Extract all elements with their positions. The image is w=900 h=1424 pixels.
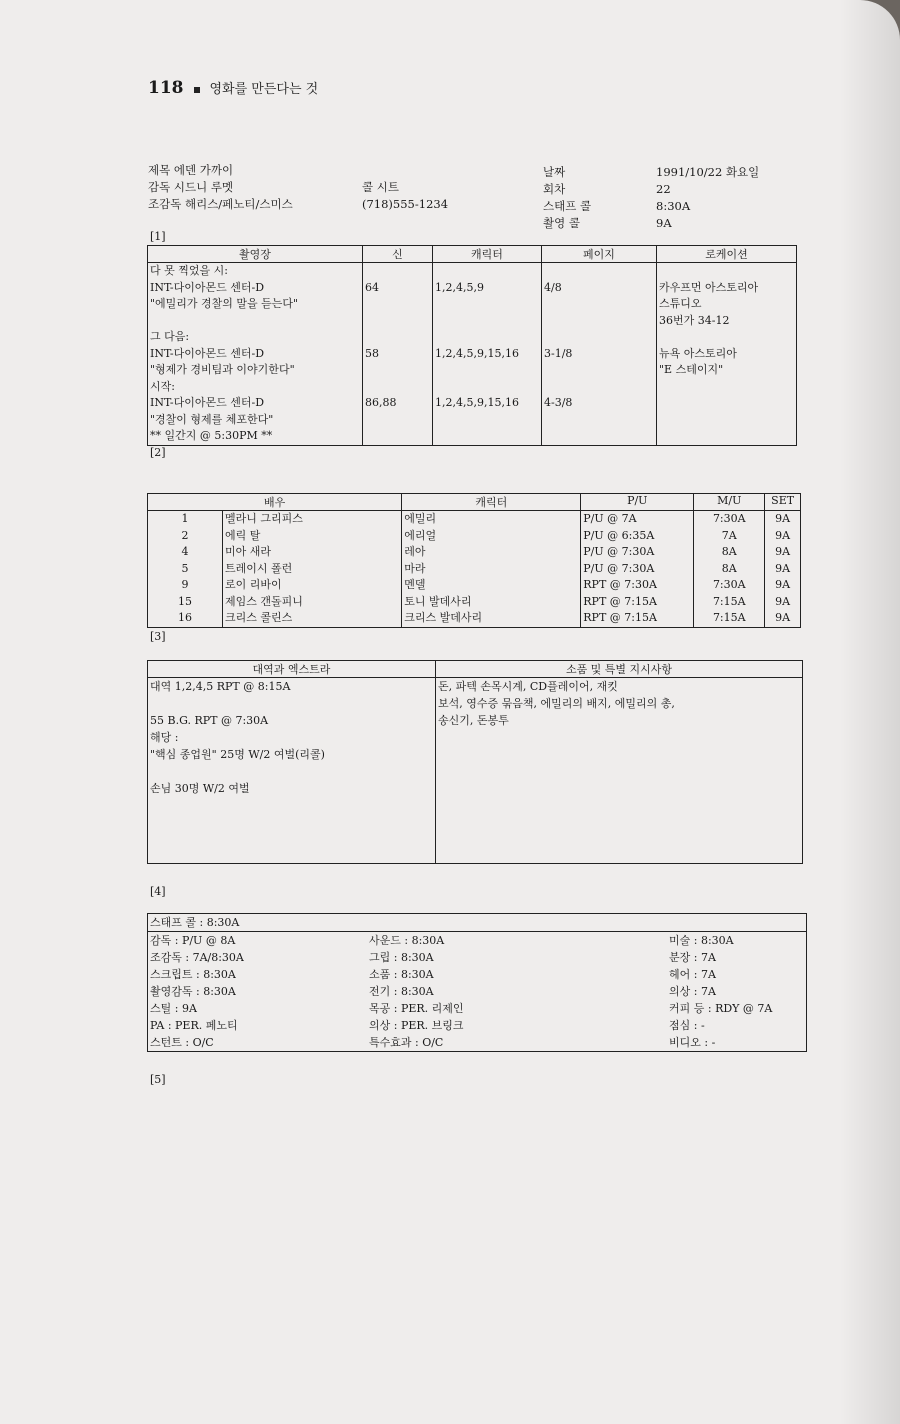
location-column — [657, 263, 797, 446]
cell-text: 특수효과 : O/C — [369, 1036, 444, 1049]
col-header: 촬영장 — [148, 246, 363, 263]
set-time: 9A — [765, 544, 801, 561]
col-header: 로케이션 — [657, 246, 797, 263]
day-value: 22 — [656, 182, 671, 196]
makeup-time: 8A — [694, 561, 765, 578]
date-value: 1991/10/22 화요일 — [656, 165, 760, 179]
staff-call-table — [147, 913, 807, 1052]
cell-text: 그 다음: — [150, 330, 190, 343]
meta-left — [148, 162, 293, 213]
set-time: 9A — [765, 511, 801, 528]
cell-text: 시작: — [150, 379, 175, 393]
section-label-4: [4] — [150, 885, 166, 898]
cell-text: 송신기, 돈봉투 — [438, 714, 509, 727]
cell-text: 카우프먼 아스토리아 — [659, 280, 759, 294]
character-name: 에리얼 — [402, 528, 581, 545]
extras-props-table — [147, 660, 803, 864]
cell-text: 64 — [365, 280, 379, 294]
call-sheet-label: 콜 시트 — [362, 180, 399, 194]
staff-column-1 — [148, 932, 368, 1052]
bullet-icon — [194, 87, 200, 93]
actor-name: 멜라니 그리피스 — [223, 511, 402, 528]
shoot-call-label: 촬영 콜 — [543, 216, 580, 230]
assistant-directors: 조감독 해리스/페노티/스미스 — [148, 197, 293, 211]
col-header: M/U — [694, 494, 765, 511]
meta-right-values — [656, 164, 759, 232]
staff-column-2 — [367, 932, 667, 1052]
cast-number: 5 — [148, 561, 223, 578]
cast-number: 15 — [148, 594, 223, 611]
character-name: 레아 — [402, 544, 581, 561]
col-header: 신 — [363, 246, 433, 263]
meta-right-labels — [543, 164, 591, 232]
pickup-time: RPT @ 7:15A — [581, 594, 694, 611]
cell-text: 의상 : 7A — [669, 985, 716, 998]
actor-name: 트레이시 폴런 — [223, 561, 402, 578]
cell-text: 보석, 영수증 묶음책, 에밀리의 배지, 에밀리의 총, — [438, 697, 675, 710]
page-curl-shadow — [840, 0, 900, 1424]
cast-number: 2 — [148, 528, 223, 545]
date-label: 날짜 — [543, 165, 566, 179]
col-header: 배우 — [148, 494, 402, 511]
cell-text: 점심 : - — [669, 1019, 705, 1032]
cell-text: 스틸 : 9A — [150, 1002, 197, 1015]
cast-row — [148, 577, 801, 594]
cell-text: 1,2,4,5,9 — [435, 280, 484, 294]
makeup-time: 7:15A — [694, 610, 765, 627]
director: 감독 시드니 루멧 — [148, 180, 234, 194]
cell-text: 헤어 : 7A — [669, 968, 716, 981]
makeup-time: 7:30A — [694, 511, 765, 528]
set-time: 9A — [765, 577, 801, 594]
pickup-time: P/U @ 7A — [581, 511, 694, 528]
cell-text: 의상 : PER. 브링크 — [369, 1019, 464, 1032]
pickup-time: RPT @ 7:15A — [581, 610, 694, 627]
cell-text: 58 — [365, 346, 379, 360]
cell-text: INT-다이아몬드 센터-D — [150, 280, 265, 294]
cell-text: INT-다이아몬드 센터-D — [150, 346, 265, 360]
cast-number: 4 — [148, 544, 223, 561]
shoot-call-value: 9A — [656, 216, 672, 230]
cell-text: 3-1/8 — [544, 346, 573, 360]
staff-call-value: 8:30A — [656, 199, 691, 213]
character-name: 토니 발데사리 — [402, 594, 581, 611]
cell-text: 55 B.G. RPT @ 7:30A — [150, 714, 269, 727]
cell-text: 소품 : 8:30A — [369, 968, 434, 981]
day-label: 회차 — [543, 182, 566, 196]
actor-name: 제임스 갠돌피니 — [223, 594, 402, 611]
cell-text: 전기 : 8:30A — [369, 985, 434, 998]
pickup-time: P/U @ 6:35A — [581, 528, 694, 545]
cell-text: 4/8 — [544, 280, 562, 294]
pickup-time: P/U @ 7:30A — [581, 561, 694, 578]
actor-name: 크리스 콜린스 — [223, 610, 402, 627]
actor-name: 미아 새라 — [223, 544, 402, 561]
extras-column — [148, 678, 436, 864]
pickup-time: RPT @ 7:30A — [581, 577, 694, 594]
phone-number: (718)555-1234 — [362, 197, 449, 211]
cell-text: 대역 1,2,4,5 RPT @ 8:15A — [150, 680, 291, 693]
makeup-time: 7A — [694, 528, 765, 545]
cell-text: 4-3/8 — [544, 396, 573, 409]
page-header — [148, 78, 318, 98]
col-header: SET — [765, 494, 801, 511]
page-number: 118 — [148, 78, 184, 98]
cell-text: 해당 : — [150, 731, 179, 744]
cast-row — [148, 528, 801, 545]
cell-text: 사운드 : 8:30A — [369, 934, 445, 947]
cell-text: 스튜디오 — [659, 297, 702, 310]
staff-call-title: 스태프 콜 : 8:30A — [148, 914, 807, 932]
pickup-time: P/U @ 7:30A — [581, 544, 694, 561]
cell-text: "경찰이 형제를 체포한다" — [150, 412, 274, 426]
cell-text: "핵심 종업원" 25명 W/2 여벌(리콜) — [150, 748, 325, 761]
cell-text: PA : PER. 페노티 — [150, 1019, 238, 1032]
cast-number: 16 — [148, 610, 223, 627]
cell-text: "에밀리가 경찰의 말을 듣는다" — [150, 297, 299, 310]
set-time: 9A — [765, 528, 801, 545]
actor-name: 로이 리바이 — [223, 577, 402, 594]
cell-text: 감독 : P/U @ 8A — [150, 934, 236, 947]
cast-row — [148, 544, 801, 561]
cell-text: ** 일간지 @ 5:30PM ** — [150, 429, 273, 442]
staff-column-3 — [667, 932, 807, 1052]
cell-text: 커피 등 : RDY @ 7A — [669, 1002, 773, 1015]
cell-text: 손님 30명 W/2 여벌 — [150, 782, 250, 795]
props-column — [436, 678, 803, 864]
cast-number: 9 — [148, 577, 223, 594]
scene-table-header — [148, 246, 797, 263]
col-header: 페이지 — [542, 246, 657, 263]
cell-text: 뉴욕 아스토리아 — [659, 346, 737, 360]
col-header: 소품 및 특별 지시사항 — [436, 661, 803, 678]
cast-row — [148, 594, 801, 611]
set-time: 9A — [765, 610, 801, 627]
cast-table — [147, 493, 801, 628]
scene-table — [147, 245, 797, 446]
cell-text: 비디오 : - — [669, 1036, 716, 1049]
cell-text: "형제가 경비팀과 이야기한다" — [150, 363, 295, 376]
staff-call-label: 스태프 콜 — [543, 199, 592, 213]
cast-table-header — [148, 494, 801, 511]
cast-row — [148, 511, 801, 528]
character-name: 마라 — [402, 561, 581, 578]
makeup-time: 8A — [694, 544, 765, 561]
section-label-3: [3] — [150, 630, 166, 643]
cast-number: 1 — [148, 511, 223, 528]
cell-text: 그립 : 8:30A — [369, 951, 434, 964]
character-name: 크리스 발데사리 — [402, 610, 581, 627]
col-header: 캐릭터 — [433, 246, 542, 263]
running-title: 영화를 만든다는 것 — [209, 82, 319, 97]
character-column — [433, 263, 542, 446]
cell-text: 36번가 34-12 — [659, 313, 730, 327]
section-label-5: [5] — [150, 1073, 166, 1086]
cell-text: 1,2,4,5,9,15,16 — [435, 396, 519, 409]
col-header: 대역과 엑스트라 — [148, 661, 436, 678]
actor-name: 에릭 탈 — [223, 528, 402, 545]
cast-row — [148, 561, 801, 578]
page-column — [542, 263, 657, 446]
production-title: 제목 에덴 가까이 — [148, 163, 234, 177]
cell-text: 촬영감독 : 8:30A — [150, 985, 236, 998]
cell-text: 조감독 : 7A/8:30A — [150, 951, 244, 964]
call-sheet-info — [362, 179, 448, 213]
cell-text: INT-다이아몬드 센터-D — [150, 396, 265, 409]
cell-text: 1,2,4,5,9,15,16 — [435, 346, 519, 360]
extras-table-header — [148, 661, 803, 678]
section-label-2: [2] — [150, 446, 166, 459]
cell-text: 다 못 찍었을 시: — [150, 264, 228, 277]
scene-table-body — [148, 263, 797, 446]
character-name: 멘델 — [402, 577, 581, 594]
cell-text: 스턴트 : O/C — [150, 1036, 214, 1049]
set-time: 9A — [765, 561, 801, 578]
cell-text: "E 스테이지" — [659, 363, 724, 376]
set-column — [148, 263, 363, 446]
set-time: 9A — [765, 594, 801, 611]
cell-text: 스크립트 : 8:30A — [150, 968, 236, 981]
character-name: 에밀리 — [402, 511, 581, 528]
makeup-time: 7:15A — [694, 594, 765, 611]
col-header: 캐릭터 — [402, 494, 581, 511]
cast-row — [148, 610, 801, 627]
scene-column — [363, 263, 433, 446]
cell-text: 미술 : 8:30A — [669, 934, 734, 947]
cell-text: 목공 : PER. 리제인 — [369, 1002, 464, 1015]
makeup-time: 7:30A — [694, 577, 765, 594]
section-label-1: [1] — [150, 230, 166, 243]
cell-text: 86,88 — [365, 396, 397, 409]
cell-text: 돈, 파텍 손목시계, CD플레이어, 재킷 — [438, 680, 618, 693]
cell-text: 분장 : 7A — [669, 951, 716, 964]
col-header: P/U — [581, 494, 694, 511]
